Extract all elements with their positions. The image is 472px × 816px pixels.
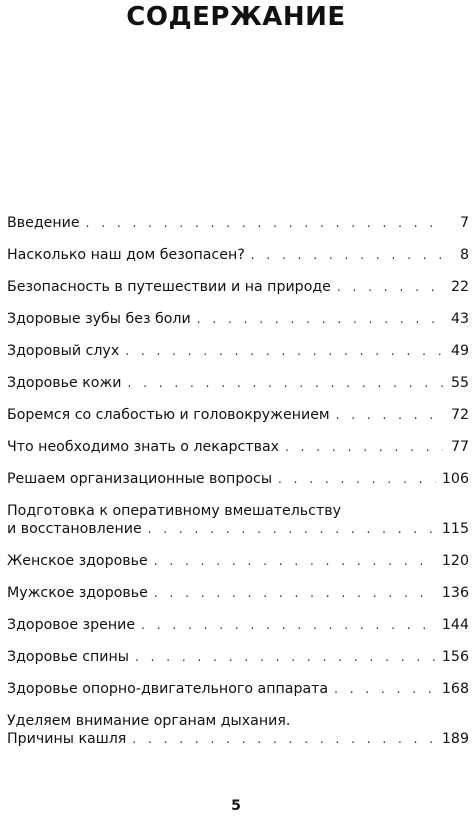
toc-entry-page: 136	[441, 585, 469, 601]
dot-leader	[86, 214, 443, 232]
toc-entry-title: Причины кашля	[7, 731, 127, 747]
dot-leader	[141, 616, 436, 634]
toc-entry-title: и восстановление	[7, 521, 142, 537]
toc-entry-page: 156	[441, 649, 469, 665]
dot-leader	[285, 438, 443, 456]
toc-entry-title: Насколько наш дом безопасен?	[7, 247, 245, 263]
dot-leader	[197, 310, 443, 328]
dot-leader	[135, 648, 436, 666]
toc-entry[interactable]	[7, 616, 469, 648]
toc-entry-title: Мужское здоровье	[7, 585, 148, 601]
toc-entry[interactable]	[7, 342, 469, 374]
dot-leader	[278, 470, 436, 488]
page-title: СОДЕРЖАНИЕ	[126, 2, 346, 32]
toc-entry-page: 106	[441, 471, 469, 487]
toc-entry-title: Здоровье спины	[7, 649, 130, 665]
toc-entry-title: Введение	[7, 215, 80, 231]
dot-leader	[125, 342, 443, 360]
dot-leader	[336, 406, 443, 424]
dot-leader	[154, 552, 436, 570]
toc-entry-title: Боремся со слабостью и головокружением	[7, 407, 330, 423]
toc-entry[interactable]	[7, 278, 469, 310]
dot-leader	[154, 584, 436, 602]
toc-entry-page: 7	[459, 215, 469, 231]
dot-leader	[251, 246, 443, 264]
toc-entry-page: 168	[441, 681, 469, 697]
dot-leader	[132, 730, 436, 748]
toc-entry[interactable]	[7, 648, 469, 680]
toc-entry-page: 55	[450, 375, 469, 391]
toc-entry-page: 120	[441, 553, 469, 569]
toc-entry[interactable]	[7, 552, 469, 584]
toc-entry-title: Здоровое зрение	[7, 617, 136, 633]
toc-entry[interactable]	[7, 374, 469, 406]
toc-entry-title: Женское здоровье	[7, 553, 148, 569]
toc-entry-page: 77	[450, 439, 469, 455]
toc-entry-title: Здоровый слух	[7, 343, 120, 359]
toc-entry[interactable]	[7, 470, 469, 502]
toc-entry-page: 189	[441, 731, 469, 747]
toc-entry-page: 49	[450, 343, 469, 359]
toc-entry-title: Решаем организационные вопросы	[7, 471, 273, 487]
toc-entry-title: Что необходимо знать о лекарствах	[7, 439, 280, 455]
toc-entry-page: 43	[450, 311, 469, 327]
toc-entry[interactable]	[7, 584, 469, 616]
toc-entry[interactable]	[7, 438, 469, 470]
toc-entry-page: 22	[450, 279, 469, 295]
toc-entry[interactable]	[7, 214, 469, 246]
table-of-contents	[7, 214, 469, 762]
toc-entry[interactable]	[7, 406, 469, 438]
toc-entry-title-line1: Уделяем внимание органам дыхания.	[7, 713, 291, 729]
dot-leader	[148, 520, 436, 538]
toc-entry-title: Здоровье опорно-двигательного аппарата	[7, 681, 329, 697]
toc-entry-page: 144	[441, 617, 469, 633]
toc-entry-page: 8	[459, 247, 469, 263]
page-number: 5	[231, 798, 241, 814]
dot-leader	[337, 278, 443, 296]
dot-leader	[127, 374, 443, 392]
toc-entry[interactable]	[7, 310, 469, 342]
toc-entry-page: 115	[441, 521, 469, 537]
toc-entry[interactable]	[7, 712, 469, 762]
toc-entry[interactable]	[7, 246, 469, 278]
toc-entry[interactable]	[7, 680, 469, 712]
toc-entry-title: Здоровье кожи	[7, 375, 122, 391]
dot-leader	[334, 680, 436, 698]
toc-entry-page: 72	[450, 407, 469, 423]
toc-entry-title: Здоровые зубы без боли	[7, 311, 191, 327]
toc-entry[interactable]	[7, 502, 469, 552]
toc-entry-title: Безопасность в путешествии и на природе	[7, 279, 331, 295]
toc-entry-title-line1: Подготовка к оперативному вмешательству	[7, 503, 341, 519]
